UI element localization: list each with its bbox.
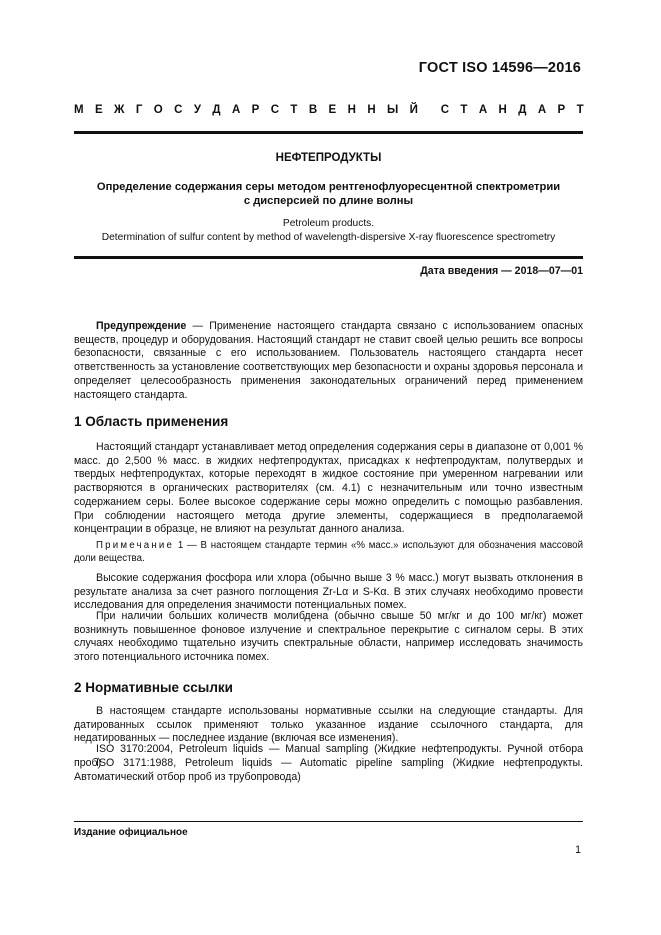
warning-paragraph bbox=[74, 320, 583, 402]
warning-label: Предупреждение bbox=[96, 320, 187, 332]
section-1-note bbox=[74, 539, 583, 565]
subtitle-line-2: с дисперсией по длине волны bbox=[243, 195, 414, 207]
official-edition-label: Издание официальное bbox=[74, 827, 188, 838]
interstate-letter: В bbox=[308, 104, 318, 116]
normative-reference-2 bbox=[74, 757, 583, 784]
header-rule bbox=[74, 131, 583, 134]
interstate-letter: О bbox=[153, 104, 163, 116]
interstate-letter: Д bbox=[212, 104, 221, 116]
interstate-letter: Н bbox=[367, 104, 376, 116]
section-1-paragraph-3-text: При наличии больших количеств молибдена (обычно свыше 50 мг/кг и до 100 мг/кг) может возникнуть повышенное фоновое излучение и спектральное перекрытие с сигналом серы. В этих случаях необходимо тщательно изучить спектральные области, например исследовать значимость этого потенциального источника помех. bbox=[74, 610, 583, 664]
section-2-paragraph-1-text: В настоящем стандарте использованы нормативные ссылки на следующие стандарты. Для датированных ссылок применяют только указанное издание ссылочного стандарта, для недатированных — последнее издание (включая все изменения). bbox=[74, 705, 583, 745]
section-1-paragraph-2-text: Высокие содержания фосфора или хлора (обычно выше 3 % масс.) могут вызвать отклонения в результате анализа за счет разного поглощения Zr-Lα и S-Kα. В этих случаях необходимо провести исследования для определения значимости потенциальных помех. bbox=[74, 572, 583, 612]
interstate-letter: Ы bbox=[387, 104, 399, 116]
warning-text: — Применение настоящего стандарта связано с использованием опасных веществ, процедур и оборудования. Настоящий стандарт не ставит своей целью решить все вопросы безопасности, связанные с его использованием. Пользователь настоящего стандарта несет ответственность за установление соответствующих мер безопасности и охраны здоровья персонала и определяет целесообразность применения законодательных ограничений перед применением настоящего стандарта. bbox=[74, 320, 583, 401]
standard-subtitle bbox=[74, 180, 583, 208]
note-text: 1 — В настоящем стандарте термин «% масс.» используют для обозначения массовой доли вещества. bbox=[74, 540, 583, 564]
footer-rule bbox=[74, 821, 583, 822]
english-title-line-1: Petroleum products. bbox=[282, 218, 375, 229]
interstate-letter: С bbox=[270, 104, 280, 116]
section-1-paragraph-2 bbox=[74, 572, 583, 613]
interstate-letter: С bbox=[174, 104, 183, 116]
note-label: Примечание bbox=[96, 540, 175, 551]
section-1-paragraph-1 bbox=[74, 441, 583, 537]
section-1-paragraph-3 bbox=[74, 610, 583, 665]
interstate-letter: А bbox=[231, 104, 241, 116]
title-rule bbox=[74, 256, 583, 259]
interstate-letter: Р bbox=[557, 104, 566, 116]
introduction-date: Дата введения — 2018—07—01 bbox=[420, 265, 583, 277]
interstate-letter: Т bbox=[576, 104, 584, 116]
interstate-letter: Н bbox=[498, 104, 507, 116]
interstate-standard-heading bbox=[74, 104, 584, 116]
interstate-letter: М bbox=[74, 104, 84, 116]
interstate-letter: Н bbox=[347, 104, 356, 116]
interstate-letter: Т bbox=[460, 104, 468, 116]
subtitle-line-1: Определение содержания серы методом рентгенофлуоресцентной спектрометрии bbox=[96, 181, 561, 193]
interstate-letter: А bbox=[478, 104, 488, 116]
interstate-letter: Р bbox=[251, 104, 260, 116]
english-title bbox=[60, 217, 597, 245]
standard-title: НЕФТЕПРОДУКТЫ bbox=[275, 152, 382, 164]
interstate-letter: С bbox=[440, 104, 450, 116]
document-code: ГОСТ ISO 14596—2016 bbox=[418, 60, 581, 76]
interstate-letter: А bbox=[537, 104, 547, 116]
section-2-heading: 2 Нормативные ссылки bbox=[74, 680, 233, 695]
english-title-line-2: Determination of sulfur content by method of wavelength-dispersive X-ray fluorescence spectrometry bbox=[101, 232, 556, 243]
interstate-letter: Е bbox=[94, 104, 103, 116]
interstate-letter: Е bbox=[328, 104, 337, 116]
section-1-paragraph-1-text: Настоящий стандарт устанавливает метод определения содержания серы в диапазоне от 0,001 % масс. до 2,500 % масс. в жидких нефтепродуктах, присадках к нефтепродуктам, полутвердых и твердых нефтепродуктах, которые переходят в жидкое состояние при умеренном нагревании или растворяются в органических растворителях (см. 4.1) с незначительным или точно известным содержанием серы. Более высокое содержание серы можно определить с помощью разбавления. При соблюдении настоящего метода другие элементы, содержащиеся в предполагаемой концентрации в образце, не влияют на результат данного анализа. bbox=[74, 441, 583, 536]
page-number: 1 bbox=[575, 844, 581, 856]
section-1-heading: 1 Область применения bbox=[74, 414, 229, 429]
normative-reference-2-text: ISO 3171:1988, Petroleum liquids — Automatic pipeline sampling (Жидкие нефтепродукты. Автоматический отбор проб из трубопровода) bbox=[74, 757, 583, 783]
section-2-paragraph-1 bbox=[74, 705, 583, 746]
interstate-letter: У bbox=[193, 104, 201, 116]
interstate-letter: Ж bbox=[114, 104, 125, 116]
interstate-letter: Г bbox=[135, 104, 143, 116]
interstate-letter: Д bbox=[518, 104, 527, 116]
normative-reference-1-text: ISO 3170:2004, Petroleum liquids — Manual sampling (Жидкие нефтепродукты. Ручной отбора проб) bbox=[74, 743, 583, 769]
interstate-letter: Й bbox=[409, 104, 418, 116]
interstate-letter: Т bbox=[290, 104, 298, 116]
